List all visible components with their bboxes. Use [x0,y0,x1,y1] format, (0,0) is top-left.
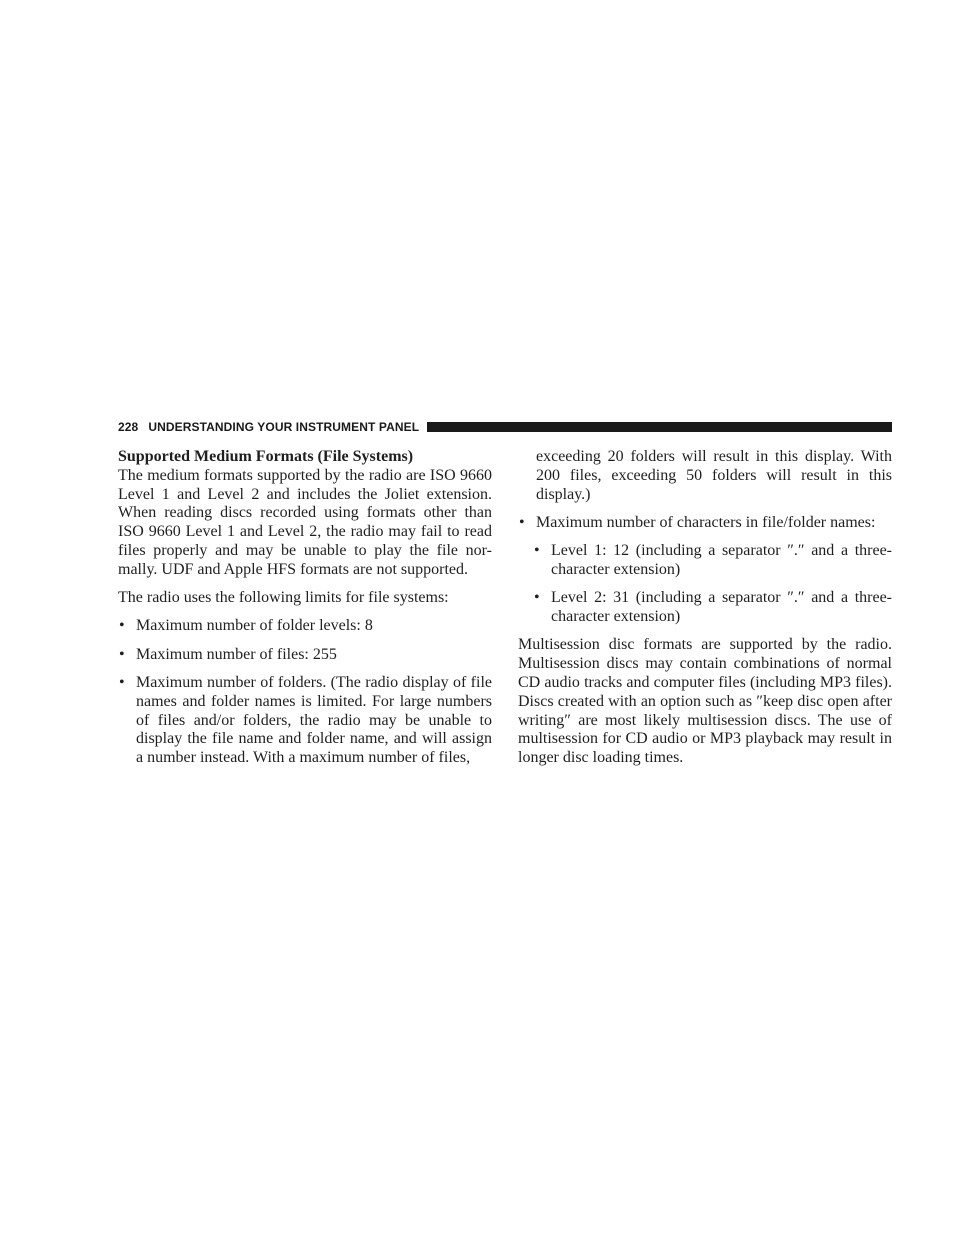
names-list [518,514,892,533]
header-rule [427,422,892,432]
list-item-text: Maximum number of folders. (The radio display of file names and folder names is limited. For large numbers of files and/or folders, the radio may be unable to display the file name and folder name, and will assign a number instead. With a maximum number of files, [136,673,492,767]
bullet-icon: • [119,645,125,663]
right-column [518,448,892,768]
list-item [118,617,492,636]
sub-list-item-text: Level 2: 31 (including a separator ″.″ and a three-character extension) [551,589,892,626]
list-item-text: Maximum number of folder levels: 8 [136,617,373,635]
levels-sublist [518,542,892,627]
list-item-text: Maximum number of files: 255 [136,645,337,663]
bullet-icon: • [519,513,525,531]
left-column [118,448,492,768]
bullet-icon: • [534,542,540,560]
bullet-icon: • [119,673,125,691]
list-item-continuation: exceeding 20 folders will result in this display. With 200 files, exceeding 50 folders will result in this display.) [536,448,892,503]
list-item [518,514,892,533]
sub-list-item [518,589,892,627]
multisession-paragraph: Multisession disc formats are supported by the radio. Multisession discs may contain combinations of normal CD audio tracks and computer files (including MP3 files). Discs created with an option such as ″keep disc open after writing″ are most likely multisession discs. The use of multisession for CD audio or MP3 playback may result in longer disc loading times. [518,636,892,767]
list-item [118,646,492,665]
section-title: UNDERSTANDING YOUR INSTRUMENT PANEL [148,420,420,434]
list-item-text: Maximum number of characters in file/folder names: [536,513,876,531]
list-item [118,674,492,768]
limits-intro-paragraph: The radio uses the following limits for file systems: [118,589,449,607]
page-header [118,419,892,435]
intro-paragraph: The medium formats supported by the radio are ISO 9660 Level 1 and Level 2 and includes the Joliet extension. When reading discs recorded using formats other than ISO 9660 Level 1 and Level 2, the radio may fail to read files properly and may be unable to play the file nor-mally. UDF and Apple HFS formats are not supported. [118,466,492,578]
limits-list [118,617,492,768]
section-heading: Supported Medium Formats (File Systems) [118,448,414,465]
sub-list-item [518,542,892,580]
bullet-icon: • [534,589,540,607]
bullet-icon: • [119,617,125,635]
page-number: 228 [118,420,139,434]
sub-list-item-text: Level 1: 12 (including a separator ″.″ and a three-character extension) [551,542,892,578]
